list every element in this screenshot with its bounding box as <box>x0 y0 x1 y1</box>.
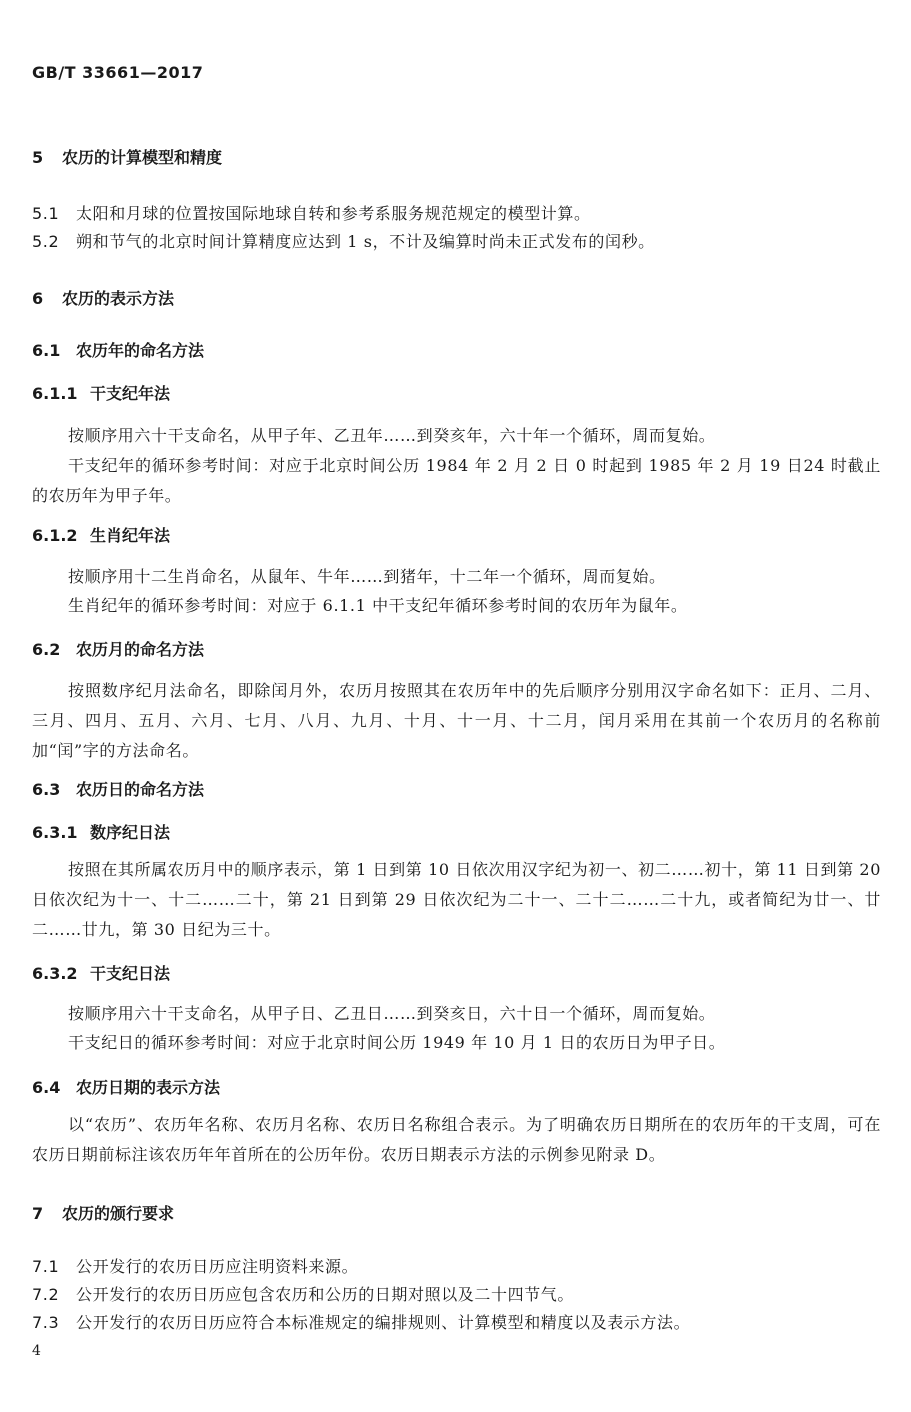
paragraph-6-1-1-a: 按顺序用六十干支命名，从甲子年、乙丑年……到癸亥年，六十年一个循环，周而复始。 <box>68 426 716 445</box>
page-number: 4 <box>32 1343 41 1359</box>
section-title: 农历月的命名方法 <box>76 640 205 659</box>
section-number: 6.1.2 <box>32 526 78 545</box>
clause-number: 7.1 <box>32 1257 60 1276</box>
clause-number: 5.2 <box>32 232 60 251</box>
heading-6-3-1 <box>32 820 881 843</box>
section-title: 农历的表示方法 <box>62 289 175 308</box>
paragraph-6-3-1: 按照在其所属农历月中的顺序表示，第 1 日到第 10 日依次用汉字纪为初一、初二……初十，第 11 日到第 20 日依次纪为十一、十二……二十，第 21 日到第 29 日依次纪为二十一、二十二……二十九，或者简纪为廿一、廿二……廿九，第 30 日纪为三十。 <box>32 860 881 939</box>
section-number: 6.3 <box>32 780 61 799</box>
heading-section-7 <box>32 1201 881 1224</box>
paragraph-6-3-2-b: 干支纪日的循环参考时间：对应于北京时间公历 1949 年 10 月 1 日的农历日为甲子日。 <box>68 1033 726 1052</box>
paragraph-6-1-2-b: 生肖纪年的循环参考时间：对应于 6.1.1 中干支纪年循环参考时间的农历年为鼠年。 <box>68 596 688 615</box>
paragraph-6-1-1-b: 干支纪年的循环参考时间：对应于北京时间公历 1984 年 2 月 2 日 0 时起到 1985 年 2 月 19 日24 时截止的农历年为甲子年。 <box>32 456 881 505</box>
clause-number: 5.1 <box>32 204 60 223</box>
clause-number: 7.2 <box>32 1285 60 1304</box>
section-number: 6.4 <box>32 1078 61 1097</box>
clause-7-1 <box>32 1253 881 1281</box>
clause-7-3 <box>32 1309 881 1337</box>
clause-text: 公开发行的农历日历应符合本标准规定的编排规则、计算模型和精度以及表示方法。 <box>76 1313 691 1332</box>
section-number: 6.1 <box>32 341 61 360</box>
section-number: 6.2 <box>32 640 61 659</box>
heading-6-4 <box>32 1075 881 1098</box>
section-title: 农历的颁行要求 <box>62 1204 175 1223</box>
paragraph-6-4: 以“农历”、农历年名称、农历月名称、农历日名称组合表示。为了明确农历日期所在的农历年的干支周，可在农历日期前标注该农历年年首所在的公历年份。农历日期表示方法的示例参见附录 D。 <box>32 1115 881 1164</box>
clause-5-2 <box>32 228 881 256</box>
paragraph-6-2: 按照数序纪月法命名，即除闰月外，农历月按照其在农历年中的先后顺序分别用汉字命名如下：正月、二月、三月、四月、五月、六月、七月、八月、九月、十月、十一月、十二月，闰月采用在其前一个农历月的名称前加“闰”字的方法命名。 <box>32 681 881 760</box>
heading-6-1-1 <box>32 381 881 404</box>
clause-text: 公开发行的农历日历应注明资料来源。 <box>76 1257 359 1276</box>
section-number: 6.1.1 <box>32 384 78 403</box>
section-number: 6 <box>32 289 44 308</box>
heading-6-1-2 <box>32 523 881 546</box>
section-title: 生肖纪年法 <box>90 526 171 545</box>
paragraph-6-1-2-a: 按顺序用十二生肖命名，从鼠年、牛年……到猪年，十二年一个循环，周而复始。 <box>68 567 666 586</box>
section-title: 干支纪年法 <box>90 384 171 403</box>
heading-6-3-2 <box>32 961 881 984</box>
standard-code-header: GB/T 33661—2017 <box>32 63 204 82</box>
clause-text: 太阳和月球的位置按国际地球自转和参考系服务规范规定的模型计算。 <box>76 204 591 223</box>
section-number: 7 <box>32 1204 44 1223</box>
section-title: 农历日的命名方法 <box>76 780 205 799</box>
paragraph-6-3-2-a: 按顺序用六十干支命名，从甲子日、乙丑日……到癸亥日，六十日一个循环，周而复始。 <box>68 1004 716 1023</box>
heading-6-1 <box>32 338 881 361</box>
clause-7-2 <box>32 1281 881 1309</box>
section-number: 6.3.1 <box>32 823 78 842</box>
section-title: 农历日期的表示方法 <box>76 1078 221 1097</box>
section-title: 农历的计算模型和精度 <box>62 148 223 167</box>
section-number: 5 <box>32 148 44 167</box>
clause-number: 7.3 <box>32 1313 60 1332</box>
clause-text: 朔和节气的北京时间计算精度应达到 1 s，不计及编算时尚未正式发布的闰秒。 <box>76 232 655 251</box>
section-number: 6.3.2 <box>32 964 78 983</box>
clause-text: 公开发行的农历日历应包含农历和公历的日期对照以及二十四节气。 <box>76 1285 575 1304</box>
section-title: 农历年的命名方法 <box>76 341 205 360</box>
section-title: 数序纪日法 <box>90 823 171 842</box>
section-title: 干支纪日法 <box>90 964 171 983</box>
heading-6-3 <box>32 777 881 800</box>
heading-section-6 <box>32 286 881 309</box>
heading-section-5 <box>32 145 881 168</box>
heading-6-2 <box>32 637 881 660</box>
clause-5-1 <box>32 200 881 228</box>
